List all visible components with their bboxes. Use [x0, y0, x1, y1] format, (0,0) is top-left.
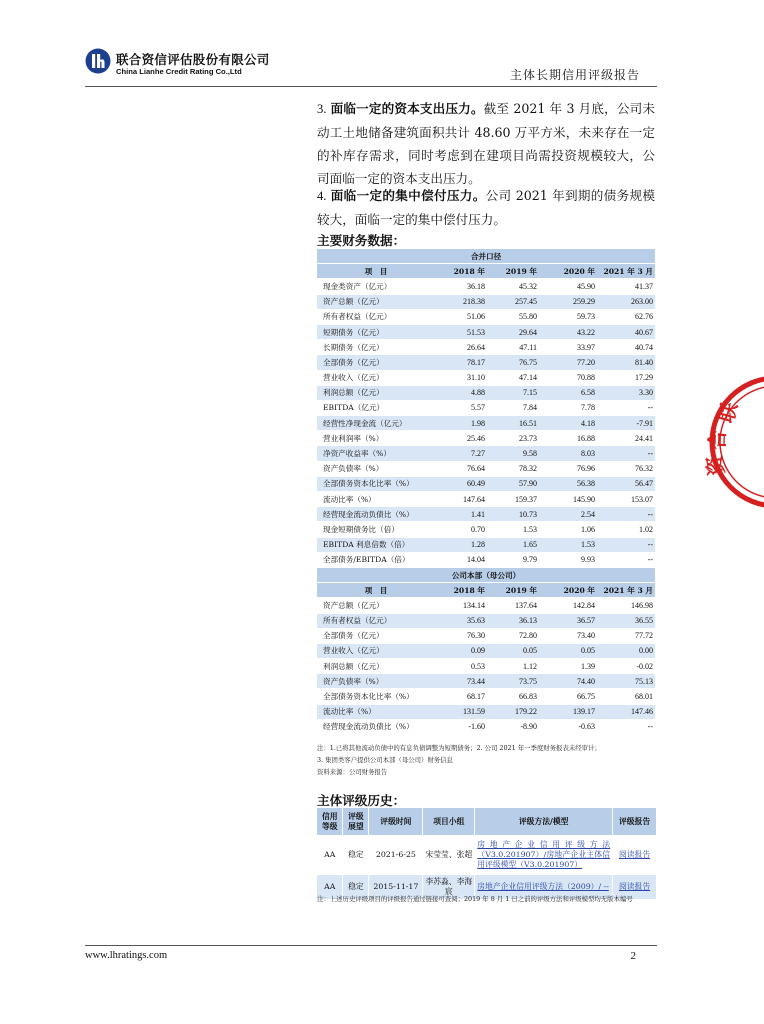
cell-value: 77.72 — [597, 628, 655, 643]
cell-value: 0.09 — [435, 643, 487, 658]
table-row — [317, 279, 655, 294]
table-row — [317, 294, 655, 309]
rating-history-title: 主体评级历史： — [317, 793, 406, 808]
cell-value: 74.40 — [539, 674, 597, 689]
company-name-en: China Lianhe Credit Rating Co.,Ltd — [116, 67, 242, 76]
table-row — [317, 461, 655, 476]
cell-value: 66.75 — [539, 689, 597, 704]
history-header-date: 评级时间 — [369, 808, 423, 835]
row-label: 流动比率（%） — [317, 704, 435, 719]
cell-value: 159.37 — [487, 492, 539, 507]
row-label: 所有者权益（亿元） — [317, 309, 435, 324]
cell-value: 47.14 — [487, 370, 539, 385]
cell-value: 45.90 — [539, 279, 597, 294]
cell-value: 73.40 — [539, 628, 597, 643]
cell-value: 146.98 — [597, 598, 655, 613]
cell-value: 8.03 — [539, 446, 597, 461]
history-outlook: 稳定 — [343, 875, 369, 899]
cell-value: 81.40 — [597, 355, 655, 370]
cell-value: 147.46 — [597, 704, 655, 719]
cell-value: 0.00 — [597, 643, 655, 658]
cell-value: 259.29 — [539, 294, 597, 309]
table-row — [317, 674, 655, 689]
row-label: 净资产收益率（%） — [317, 446, 435, 461]
header-divider — [85, 86, 657, 87]
history-date: 2015-11-17 — [369, 875, 423, 899]
cell-value: 153.07 — [597, 492, 655, 507]
table-row — [317, 704, 655, 719]
cell-value: 1.53 — [487, 522, 539, 537]
cell-value: -8.90 — [487, 719, 539, 734]
cell-value: 9.93 — [539, 552, 597, 567]
cell-value: 24.41 — [597, 431, 655, 446]
column-header-item: 项 目 — [317, 264, 435, 279]
table-row — [317, 400, 655, 415]
risk-item-4 — [317, 184, 655, 231]
cell-value: 56.38 — [539, 476, 597, 491]
cell-value: 55.80 — [487, 309, 539, 324]
table-row — [317, 431, 655, 446]
cell-value: 9.58 — [487, 446, 539, 461]
cell-value: -0.02 — [597, 659, 655, 674]
history-note: 注：上述历史评级项目的评级报告通过链接可查阅；2019 年 8 月 1 日之前的评级方法和评级模型均无版本编号 — [317, 895, 633, 903]
cell-value: 77.20 — [539, 355, 597, 370]
cell-value: 7.27 — [435, 446, 487, 461]
risk-item-number: 4. — [317, 189, 327, 203]
row-label: 营业利润率（%） — [317, 431, 435, 446]
table-row — [317, 385, 655, 400]
table-row — [317, 476, 655, 491]
cell-value: 31.10 — [435, 370, 487, 385]
row-label: 经营性净现金流（亿元） — [317, 416, 435, 431]
cell-value: 76.32 — [597, 461, 655, 476]
cell-value: -1.60 — [435, 719, 487, 734]
history-grade: AA — [317, 875, 343, 899]
table-row — [317, 340, 655, 355]
cell-value: 1.98 — [435, 416, 487, 431]
risk-item-3 — [317, 97, 655, 190]
cell-value: -- — [597, 446, 655, 461]
cell-value: 36.13 — [487, 613, 539, 628]
cell-value: 25.46 — [435, 431, 487, 446]
row-label: 所有者权益（亿元） — [317, 613, 435, 628]
company-logo-icon — [85, 48, 111, 74]
row-label: 全部债务/EBITDA（倍） — [317, 552, 435, 567]
cell-value: 139.17 — [539, 704, 597, 719]
history-outlook: 稳定 — [343, 835, 369, 875]
cell-value: 142.84 — [539, 598, 597, 613]
cell-value: 41.37 — [597, 279, 655, 294]
cell-value: 78.32 — [487, 461, 539, 476]
cell-value: 76.96 — [539, 461, 597, 476]
cell-value: 73.44 — [435, 674, 487, 689]
table-column-header-row — [317, 583, 655, 598]
cell-value: 0.05 — [487, 643, 539, 658]
cell-value: 16.88 — [539, 431, 597, 446]
svg-text:合: 合 — [705, 429, 730, 451]
column-header-year: 2021 年 3 月 — [597, 583, 655, 598]
cell-value: -- — [597, 719, 655, 734]
cell-value: 1.65 — [487, 537, 539, 552]
table-row — [317, 446, 655, 461]
table-row — [317, 628, 655, 643]
row-label: 经营现金流动负债比（%） — [317, 719, 435, 734]
column-header-year: 2018 年 — [435, 264, 487, 279]
row-label: EBITDA（亿元） — [317, 400, 435, 415]
cell-value: 68.01 — [597, 689, 655, 704]
column-header-year: 2021 年 3 月 — [597, 264, 655, 279]
cell-value: 134.14 — [435, 598, 487, 613]
row-label: 利润总额（亿元） — [317, 385, 435, 400]
cell-value: -- — [597, 400, 655, 415]
cell-value: 3.30 — [597, 385, 655, 400]
cell-value: 1.02 — [597, 522, 655, 537]
cell-value: 257.45 — [487, 294, 539, 309]
history-header-outlook: 评级展望 — [343, 808, 369, 835]
cell-value: 59.73 — [539, 309, 597, 324]
column-header-year: 2019 年 — [487, 583, 539, 598]
history-header-method: 评级方法/模型 — [475, 808, 613, 835]
cell-value: 51.06 — [435, 309, 487, 324]
cell-value: 0.53 — [435, 659, 487, 674]
cell-value: 218.38 — [435, 294, 487, 309]
company-seal-icon — [701, 362, 764, 522]
financial-source: 资料来源：公司财务报告 — [317, 768, 388, 776]
table-row — [317, 324, 655, 339]
table-row — [317, 507, 655, 522]
table-row — [317, 355, 655, 370]
cell-value: -- — [597, 552, 655, 567]
cell-value: -7.91 — [597, 416, 655, 431]
cell-value: 147.64 — [435, 492, 487, 507]
history-team: 宋莹莹、张超 — [423, 835, 475, 875]
row-label: 长期债务（亿元） — [317, 340, 435, 355]
cell-value: 2.54 — [539, 507, 597, 522]
column-header-item: 项 目 — [317, 583, 435, 598]
cell-value: -- — [597, 537, 655, 552]
financial-data-table — [317, 249, 655, 735]
history-header-grade: 信用等级 — [317, 808, 343, 835]
table-row — [317, 309, 655, 324]
history-header-row — [317, 808, 657, 835]
company-name-cn: 联合资信评估股份有限公司 — [116, 52, 270, 67]
risk-item-title: 面临一定的资本支出压力。 — [330, 101, 484, 116]
row-label: 营业收入（亿元） — [317, 370, 435, 385]
financial-note-line: 3. 集团类客户提供公司本部（母公司）财务信息 — [317, 756, 453, 764]
cell-value: 68.17 — [435, 689, 487, 704]
history-row — [317, 835, 657, 875]
row-label: 全部债务（亿元） — [317, 628, 435, 643]
cell-value: 76.64 — [435, 461, 487, 476]
cell-value: 14.04 — [435, 552, 487, 567]
row-label: 资产总额（亿元） — [317, 598, 435, 613]
table-row — [317, 689, 655, 704]
cell-value: 36.57 — [539, 613, 597, 628]
cell-value: 9.79 — [487, 552, 539, 567]
table-section-header — [317, 249, 655, 264]
table-row — [317, 613, 655, 628]
table-row — [317, 719, 655, 734]
column-header-year: 2020 年 — [539, 264, 597, 279]
cell-value: 1.12 — [487, 659, 539, 674]
cell-value: 137.64 — [487, 598, 539, 613]
cell-value: 76.75 — [487, 355, 539, 370]
cell-value: 36.55 — [597, 613, 655, 628]
cell-value: 72.80 — [487, 628, 539, 643]
financial-note-line: 注：1.已将其他流动负债中的有息负债调整为短期债务；2. 公司 2021 年一季度财务报表未经审计； — [317, 744, 601, 752]
row-label: 营业收入（亿元） — [317, 643, 435, 658]
row-label: 资产负债率（%） — [317, 461, 435, 476]
cell-value: -0.63 — [539, 719, 597, 734]
cell-value: 33.97 — [539, 340, 597, 355]
table-row — [317, 659, 655, 674]
row-label: 全部债务资本化比率（%） — [317, 689, 435, 704]
table-row — [317, 537, 655, 552]
cell-value: 4.18 — [539, 416, 597, 431]
cell-value: 26.64 — [435, 340, 487, 355]
history-date: 2021-6-25 — [369, 835, 423, 875]
cell-value: 57.90 — [487, 476, 539, 491]
section-header-label: 公司本部（母公司） — [317, 567, 655, 582]
row-label: EBITDA 利息倍数（倍） — [317, 537, 435, 552]
svg-text:联: 联 — [713, 399, 743, 426]
history-method-link[interactable]: 房地产企业信用评级方法（V3.0.201907）/房地产企业主体信用评级模型（V3.0.201907） — [475, 835, 613, 875]
table-row — [317, 416, 655, 431]
history-header-report: 评级报告 — [613, 808, 657, 835]
footer-url[interactable]: www.lhratings.com — [85, 950, 168, 961]
cell-value: 60.49 — [435, 476, 487, 491]
row-label: 资产总额（亿元） — [317, 294, 435, 309]
table-section-header — [317, 567, 655, 582]
financial-data-title: 主要财务数据： — [317, 233, 406, 248]
row-label: 全部债务资本化比率（%） — [317, 476, 435, 491]
cell-value: 70.88 — [539, 370, 597, 385]
cell-value: 51.53 — [435, 324, 487, 339]
history-header-team: 项目小组 — [423, 808, 475, 835]
row-label: 全部债务（亿元） — [317, 355, 435, 370]
page-number: 2 — [630, 950, 636, 962]
cell-value: 7.84 — [487, 400, 539, 415]
cell-value: 16.51 — [487, 416, 539, 431]
cell-value: 35.63 — [435, 613, 487, 628]
svg-text:资: 资 — [701, 453, 729, 478]
column-header-year: 2019 年 — [487, 264, 539, 279]
cell-value: 36.18 — [435, 279, 487, 294]
cell-value: 47.11 — [487, 340, 539, 355]
cell-value: 40.74 — [597, 340, 655, 355]
table-column-header-row — [317, 264, 655, 279]
table-row — [317, 643, 655, 658]
cell-value: 4.88 — [435, 385, 487, 400]
footer-divider — [85, 945, 657, 946]
table-row — [317, 522, 655, 537]
risk-item-number: 3. — [317, 102, 327, 116]
cell-value: 131.59 — [435, 704, 487, 719]
cell-value: 7.78 — [539, 400, 597, 415]
history-grade: AA — [317, 835, 343, 875]
column-header-year: 2020 年 — [539, 583, 597, 598]
cell-value: 1.06 — [539, 522, 597, 537]
cell-value: 29.64 — [487, 324, 539, 339]
rating-history-table — [317, 808, 657, 899]
cell-value: 6.58 — [539, 385, 597, 400]
cell-value: -- — [597, 507, 655, 522]
cell-value: 78.17 — [435, 355, 487, 370]
cell-value: 40.67 — [597, 324, 655, 339]
row-label: 短期债务（亿元） — [317, 324, 435, 339]
risk-item-title: 面临一定的集中偿付压力。 — [330, 188, 486, 203]
section-header-label: 合并口径 — [317, 249, 655, 264]
table-row — [317, 492, 655, 507]
table-row — [317, 598, 655, 613]
document-type: 主体长期信用评级报告 — [509, 68, 640, 82]
cell-value: 45.32 — [487, 279, 539, 294]
row-label: 现金类资产（亿元） — [317, 279, 435, 294]
cell-value: 179.22 — [487, 704, 539, 719]
cell-value: 1.28 — [435, 537, 487, 552]
cell-value: 5.57 — [435, 400, 487, 415]
history-team: 李苏淼、李海宸 — [423, 875, 475, 899]
cell-value: 1.53 — [539, 537, 597, 552]
cell-value: 263.00 — [597, 294, 655, 309]
financial-notes — [317, 742, 662, 778]
cell-value: 66.83 — [487, 689, 539, 704]
cell-value: 10.73 — [487, 507, 539, 522]
cell-value: 73.75 — [487, 674, 539, 689]
cell-value: 17.29 — [597, 370, 655, 385]
row-label: 流动比率（%） — [317, 492, 435, 507]
cell-value: 0.05 — [539, 643, 597, 658]
history-method-link[interactable]: 房地产企业信用评级方法（2009）/ -- — [475, 875, 613, 899]
cell-value: 62.76 — [597, 309, 655, 324]
table-row — [317, 370, 655, 385]
cell-value: 43.22 — [539, 324, 597, 339]
history-report-link[interactable]: 阅读报告 — [613, 875, 657, 899]
cell-value: 145.90 — [539, 492, 597, 507]
cell-value: 75.13 — [597, 674, 655, 689]
cell-value: 0.70 — [435, 522, 487, 537]
history-report-link[interactable]: 阅读报告 — [613, 835, 657, 875]
cell-value: 76.30 — [435, 628, 487, 643]
cell-value: 56.47 — [597, 476, 655, 491]
table-row — [317, 552, 655, 567]
row-label: 经营现金流动负债比（%） — [317, 507, 435, 522]
row-label: 现金短期债务比（倍） — [317, 522, 435, 537]
row-label: 利润总额（亿元） — [317, 659, 435, 674]
cell-value: 1.41 — [435, 507, 487, 522]
cell-value: 1.39 — [539, 659, 597, 674]
column-header-year: 2018 年 — [435, 583, 487, 598]
risk-item-text: 公司 2021 年到期的债务规模较大，面临一定的集中偿付压力。 — [317, 188, 655, 227]
cell-value: 23.73 — [487, 431, 539, 446]
row-label: 资产负债率（%） — [317, 674, 435, 689]
cell-value: 7.15 — [487, 385, 539, 400]
risk-item-text: 截至 2021 年 3 月底，公司未动工土地储备建筑面积共计 48.60 万平方米，未来存在一定的补库存需求，同时考虑到在建项目尚需投资规模较大，公司面临一定的资本支出压力。 — [317, 101, 656, 186]
